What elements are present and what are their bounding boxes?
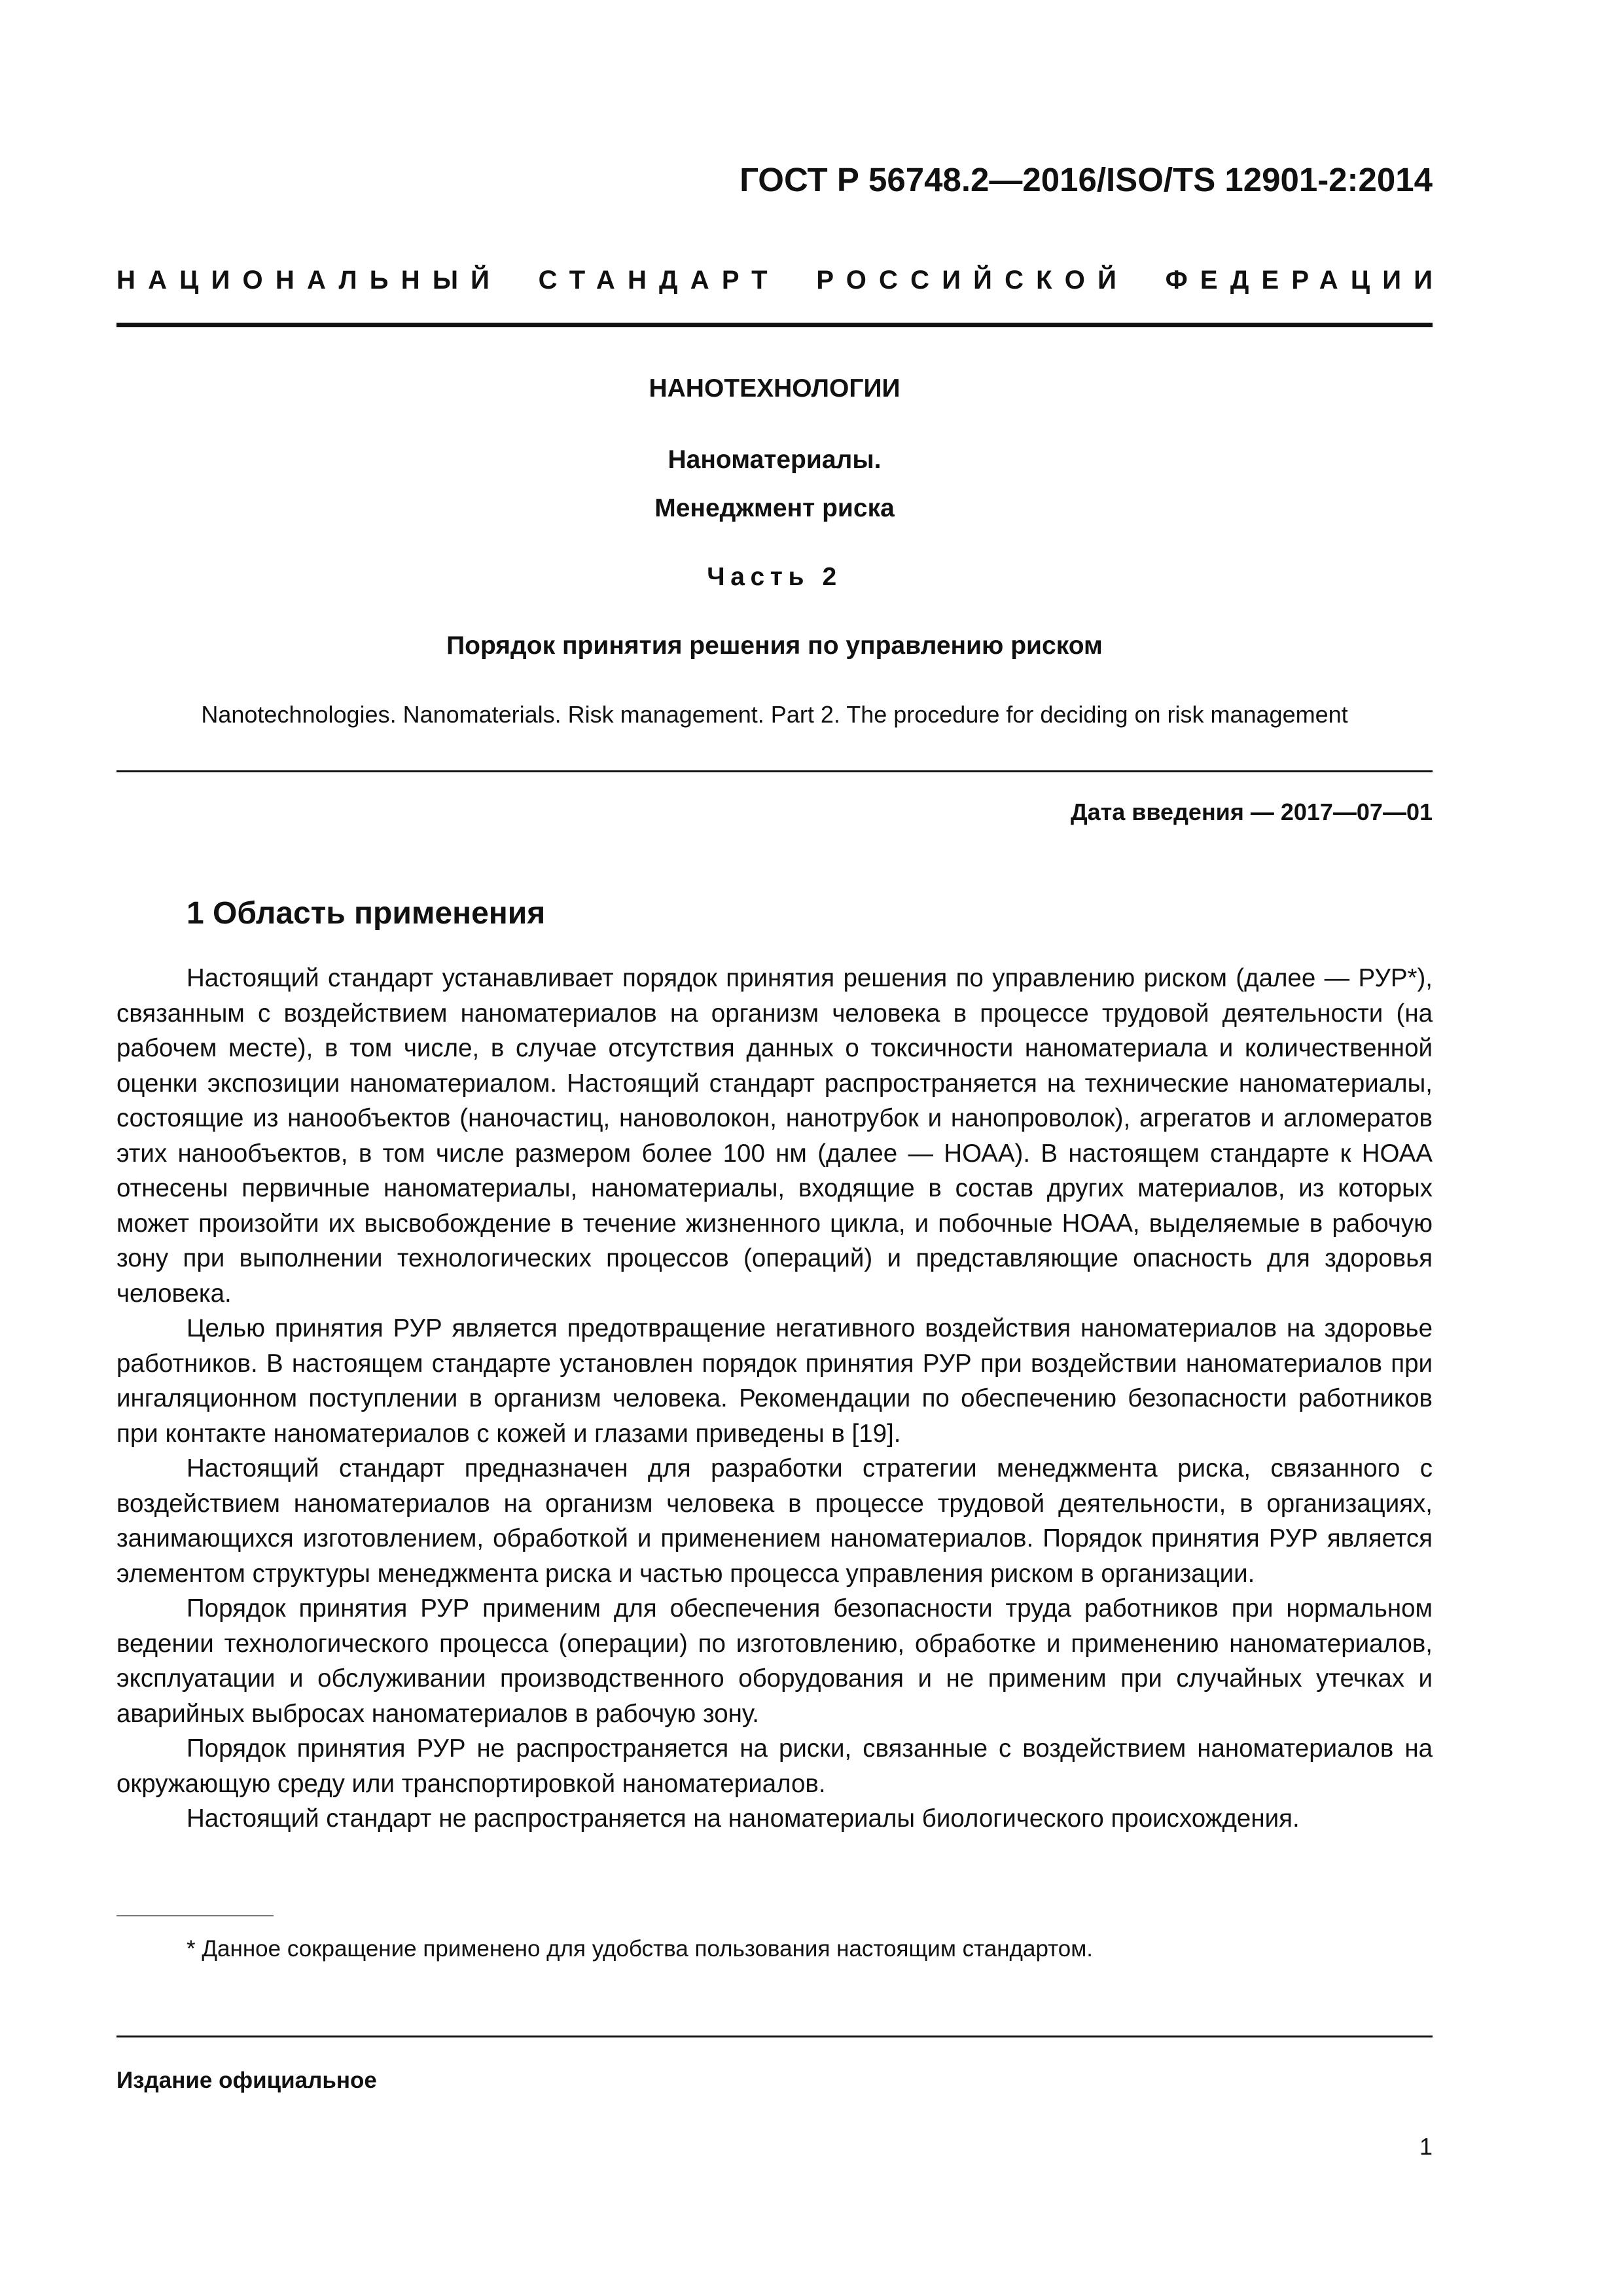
paragraph: Настоящий стандарт предназначен для разработки стратегии менеджмента риска, связанного с воздействием наноматериалов на организм человека в процессе трудовой деятельности, в организациях, занимающихся изготовлением, обработкой и применением наноматериалов. Порядок принятия РУР является элементом структуры менеджмента риска и частью процесса управления риском в организации. xyxy=(116,1454,1433,1588)
national-standard-banner xyxy=(116,266,1446,295)
banner-word: ФЕДЕРАЦИИ xyxy=(1165,266,1446,295)
paragraph: Настоящий стандарт устанавливает порядок принятия решения по управлению риском (далее — РУР*), связанным с воздействием наноматериалов на организм человека в процессе трудовой деятельности (на рабочем месте), в том числе, в случае отсутствия данных о токсичности наноматериала и количественной оценки экспозиции наноматериалом. Настоящий стандарт распространяется на технические наноматериалы, состоящие из нанообъектов (наночастиц, нановолокон, нанотрубок и нанопроволок), агрегатов и агломератов этих нанообъектов, в том числе размером более 100 нм (далее — НОАА). В настоящем стандарте к НОАА отнесены первичные наноматериалы, наноматериалы, входящие в состав других материалов, из которых может произойти их высвобождение в течение жизненного цикла, и побочные НОАА, выделяемые в рабочую зону при выполнении технологических процессов (операций) и представляющие опасность для здоровья человека. xyxy=(116,964,1433,1308)
banner-word: СТАНДАРТ xyxy=(538,266,780,295)
paragraph: Порядок принятия РУР не распространяется на риски, связанные с воздействием наноматериалов на окружающую среду или транспортировкой наноматериалов. xyxy=(116,1734,1433,1798)
title-part-name: Порядок принятия решения по управлению риском xyxy=(446,632,1103,660)
title-sub2: Менеджмент риска xyxy=(654,494,895,522)
banner-word: НАЦИОНАЛЬНЫЙ xyxy=(116,266,503,295)
banner-word: РОССИЙСКОЙ xyxy=(816,266,1130,295)
footnote-separator xyxy=(116,1915,274,1916)
section-heading: 1 Область применения xyxy=(187,896,546,931)
paragraph: Настоящий стандарт не распространяется на наноматериалы биологического происхождения. xyxy=(187,1804,1300,1833)
paragraph: Целью принятия РУР является предотвращение негативного воздействия наноматериалов на здоровье работников. В настоящем стандарте установлен порядок принятия РУР при воздействии наноматериалов при ингаляционном поступлении в организм человека. Рекомендации по обеспечению безопасности работников при контакте наноматериалов с кожей и глазами приведены в [19]. xyxy=(116,1314,1433,1448)
title-sub1: Наноматериалы. xyxy=(668,446,882,474)
title-main: НАНОТЕХНОЛОГИИ xyxy=(649,374,901,403)
document-number: ГОСТ Р 56748.2—2016/ISO/TS 12901-2:2014 xyxy=(740,161,1433,198)
section-body xyxy=(116,961,1433,1837)
title-divider xyxy=(116,770,1433,772)
footer-divider xyxy=(116,2036,1433,2037)
introduction-date: Дата введения — 2017—07—01 xyxy=(1070,798,1433,825)
title-part: Часть 2 xyxy=(707,563,842,591)
paragraph: Порядок принятия РУР применим для обеспечения безопасности труда работников при нормальном ведении технологического процесса (операции) по изготовлению, обработке и применению наноматериалов, эксплуатации и обслуживании производственного оборудования и не применим при случайных утечках и аварийных выбросах наноматериалов в рабочую зону. xyxy=(116,1594,1433,1728)
title-english: Nanotechnologies. Nanomaterials. Risk management. Part 2. The procedure for deciding on risk management xyxy=(201,701,1348,728)
page-number: 1 xyxy=(1419,2133,1433,2160)
footnote: * Данное сокращение применено для удобства пользования настоящим стандартом. xyxy=(187,1936,1094,1962)
edition-label: Издание официальное xyxy=(116,2068,377,2093)
header-divider xyxy=(116,323,1433,327)
